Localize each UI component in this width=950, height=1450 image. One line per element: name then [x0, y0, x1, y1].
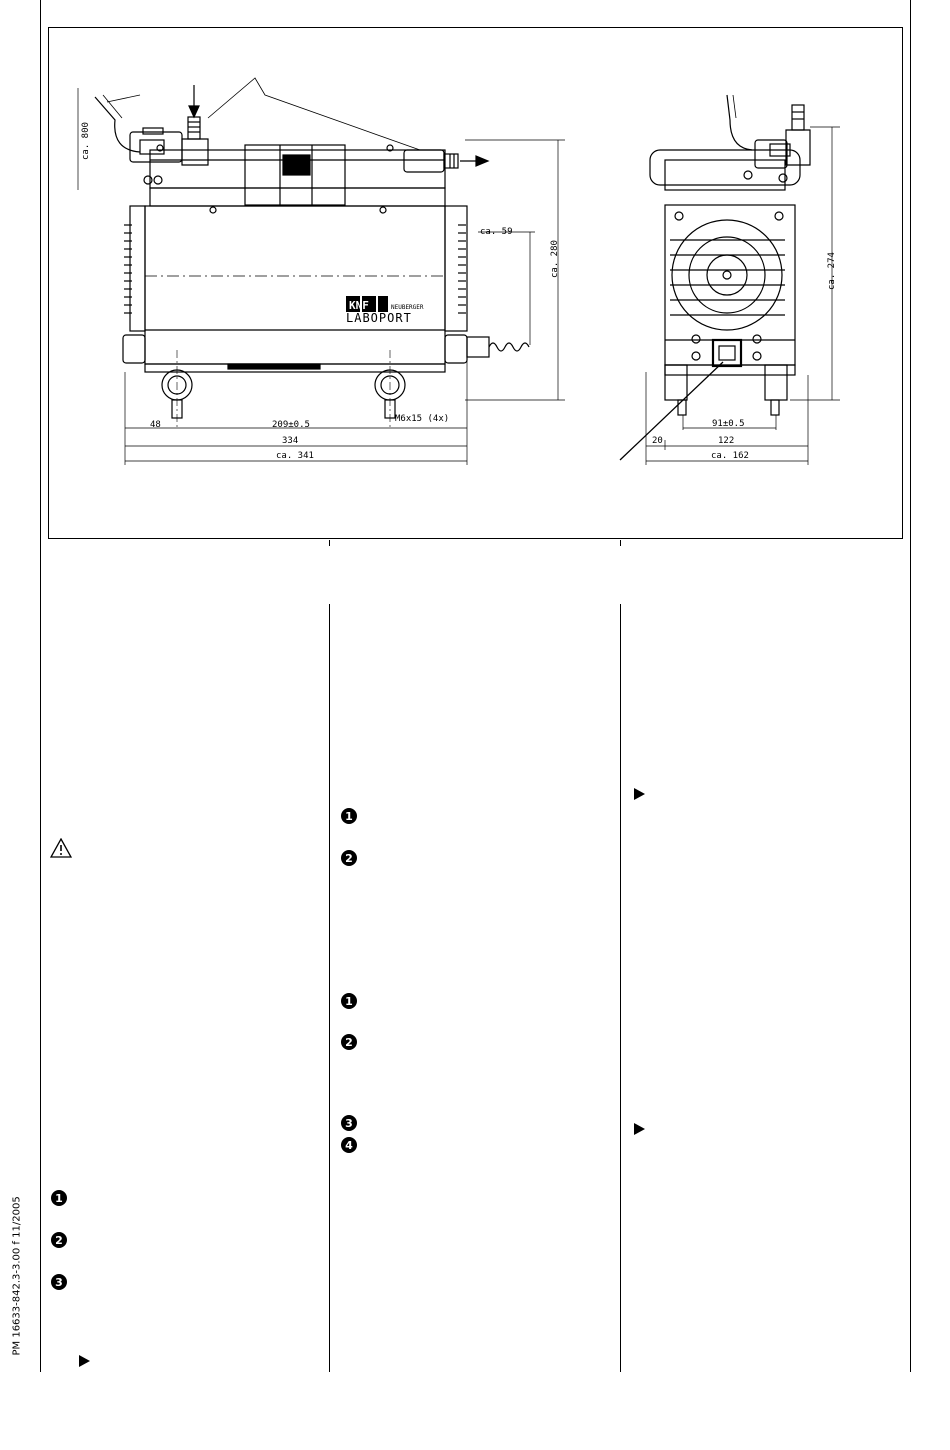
- page-rule-left: [40, 0, 41, 1372]
- step-marker: 1: [51, 1190, 67, 1206]
- bullet-arrow-icon: [634, 788, 645, 800]
- pump-dimension-drawing: [48, 27, 903, 539]
- step-marker: 4: [341, 1137, 357, 1153]
- dim-280: ca. 280: [550, 240, 560, 278]
- dim-48: 48: [150, 420, 161, 430]
- model-label: LABOPORT: [346, 311, 412, 325]
- page-rule-right: [910, 0, 911, 1372]
- step-marker: 2: [341, 1034, 357, 1050]
- brand-logo: KNF: [349, 299, 369, 312]
- brand-sub: NEUBERGER: [391, 304, 424, 311]
- dim-59: ca. 59: [480, 227, 513, 237]
- step-marker: 2: [341, 850, 357, 866]
- step-marker: 1: [341, 993, 357, 1009]
- document-code: PM 16633-842.3-3.00 f 11/2005: [11, 1196, 23, 1356]
- dim-274: ca. 274: [827, 252, 837, 290]
- dim-20: 20: [652, 436, 663, 446]
- dim-122: 122: [718, 436, 735, 446]
- column-divider-2: [620, 540, 621, 546]
- dim-cable-length: ca. 800: [81, 122, 91, 160]
- dim-209: 209±0.5: [272, 420, 310, 430]
- column-divider-1: [329, 540, 330, 546]
- column-divider-2b: [620, 604, 621, 1372]
- dim-341: ca. 341: [276, 451, 314, 461]
- dim-screw: M6x15 (4x): [395, 414, 450, 424]
- bullet-arrow-icon: [634, 1123, 645, 1135]
- step-marker: 3: [341, 1115, 357, 1131]
- step-marker: 1: [341, 808, 357, 824]
- column-divider-1b: [329, 604, 330, 1372]
- technical-drawing-frame: [48, 27, 903, 539]
- step-marker: 3: [51, 1274, 67, 1290]
- dim-91: 91±0.5: [712, 419, 745, 429]
- bullet-arrow-icon: [79, 1355, 90, 1367]
- dim-334: 334: [282, 436, 299, 446]
- warning-icon: [50, 838, 72, 858]
- dim-162: ca. 162: [711, 451, 749, 461]
- step-marker: 2: [51, 1232, 67, 1248]
